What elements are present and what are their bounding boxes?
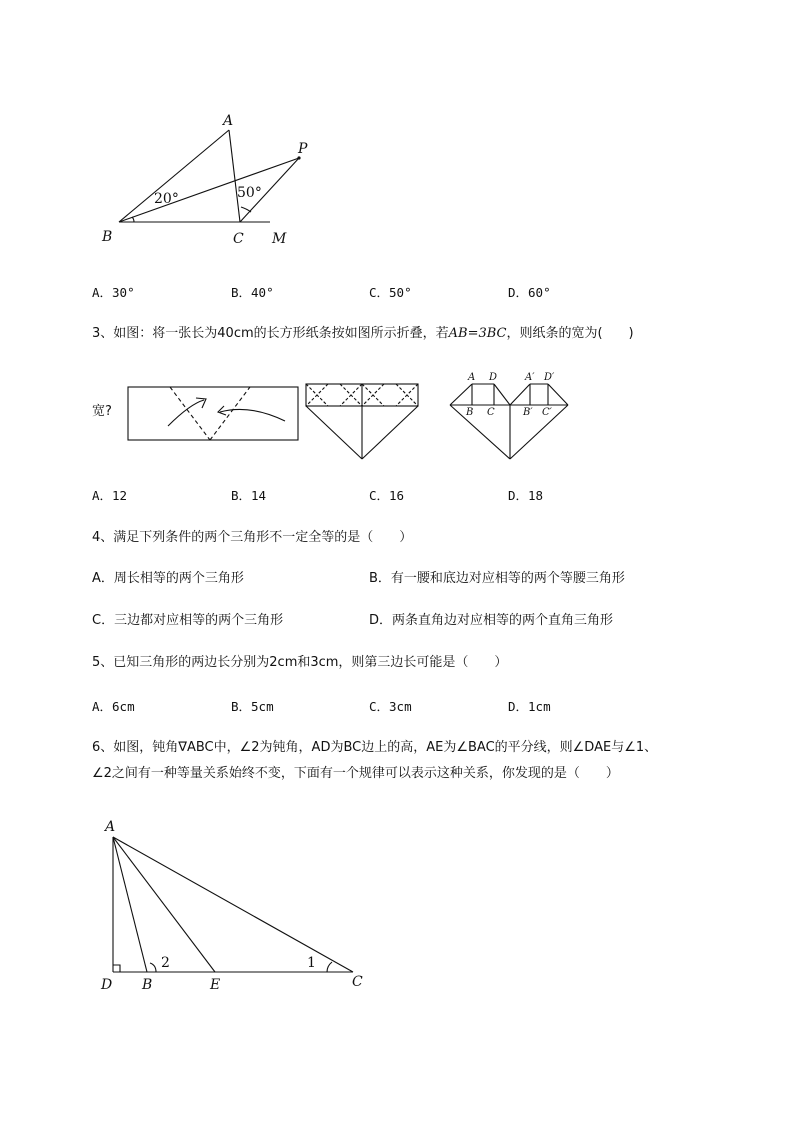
q2-option-a: A．30° bbox=[92, 285, 135, 300]
q6-label-c: C bbox=[352, 974, 363, 990]
q6-label-a: A bbox=[105, 819, 116, 835]
label-m: M bbox=[272, 231, 287, 247]
label-b: B bbox=[102, 229, 113, 245]
q6-label-e: E bbox=[210, 977, 221, 993]
figure-paper-fold bbox=[120, 364, 580, 464]
q3-option-b: B．14 bbox=[231, 488, 267, 503]
label-c: C bbox=[233, 231, 244, 247]
q5-question: 5、已知三角形的两边长分别为2cm和3cm，则第三边长可能是（ ） bbox=[92, 655, 508, 670]
q2-option-d: D．60° bbox=[508, 285, 551, 300]
q3-option-a: A．12 bbox=[92, 488, 128, 503]
q6-label-d: D bbox=[101, 977, 113, 993]
fold-label-c-prime: C′ bbox=[542, 407, 552, 418]
fold-label-b-prime: B′ bbox=[523, 407, 533, 418]
angle-20-label: 20° bbox=[154, 191, 179, 207]
q3-option-c: C．16 bbox=[369, 488, 405, 503]
q2-option-c: C．50° bbox=[369, 285, 412, 300]
fold-label-b: B bbox=[466, 407, 474, 418]
q6-angle-1-label: 1 bbox=[307, 955, 316, 971]
q3-question bbox=[92, 324, 634, 344]
q5-option-b: B．5cm bbox=[231, 699, 274, 714]
q4-option-c: C．三边都对应相等的两个三角形 bbox=[92, 613, 284, 628]
q5-option-c: C．3cm bbox=[369, 699, 412, 714]
fold-label-a: A bbox=[468, 372, 476, 383]
fold-label-d-prime: D′ bbox=[544, 372, 555, 383]
figure-triangle-abc-heights bbox=[95, 815, 385, 995]
fold-label-a-prime: A′ bbox=[525, 372, 535, 383]
q4-option-b: B．有一腰和底边对应相等的两个等腰三角形 bbox=[369, 571, 625, 586]
q3-width-label: 宽? bbox=[92, 404, 112, 419]
label-p: P bbox=[298, 141, 308, 157]
label-a: A bbox=[223, 113, 234, 129]
q4-option-a: A．周长相等的两个三角形 bbox=[92, 571, 244, 586]
q5-option-d: D．1cm bbox=[508, 699, 551, 714]
q3-text-math: AB=3BC bbox=[448, 326, 507, 341]
q3-text-post: ，则纸条的宽为( ) bbox=[506, 326, 634, 341]
q6-question-line1: 6、如图，钝角∇ABC中，∠2为钝角，AD为BC边上的高，AE为∠BAC的平分线，则∠DAE与∠1、 bbox=[92, 740, 658, 755]
figure-triangle-abc-p bbox=[90, 105, 330, 255]
q3-option-d: D．18 bbox=[508, 488, 544, 503]
fold-label-d: D bbox=[489, 372, 498, 383]
q6-label-b: B bbox=[142, 977, 153, 993]
q5-option-a: A．6cm bbox=[92, 699, 135, 714]
q6-question-line2: ∠2之间有一种等量关系始终不变，下面有一个规律可以表示这种关系，你发现的是（ ） bbox=[92, 766, 619, 781]
fold-label-c: C bbox=[487, 407, 495, 418]
angle-50-label: 50° bbox=[237, 185, 262, 201]
q3-text-pre: 3、如图：将一张长为40cm的长方形纸条按如图所示折叠，若 bbox=[92, 326, 449, 341]
q4-question: 4、满足下列条件的两个三角形不一定全等的是（ ） bbox=[92, 530, 413, 545]
q4-option-d: D．两条直角边对应相等的两个直角三角形 bbox=[369, 613, 614, 628]
q2-option-b: B．40° bbox=[231, 285, 274, 300]
q6-angle-2-label: 2 bbox=[161, 955, 170, 971]
